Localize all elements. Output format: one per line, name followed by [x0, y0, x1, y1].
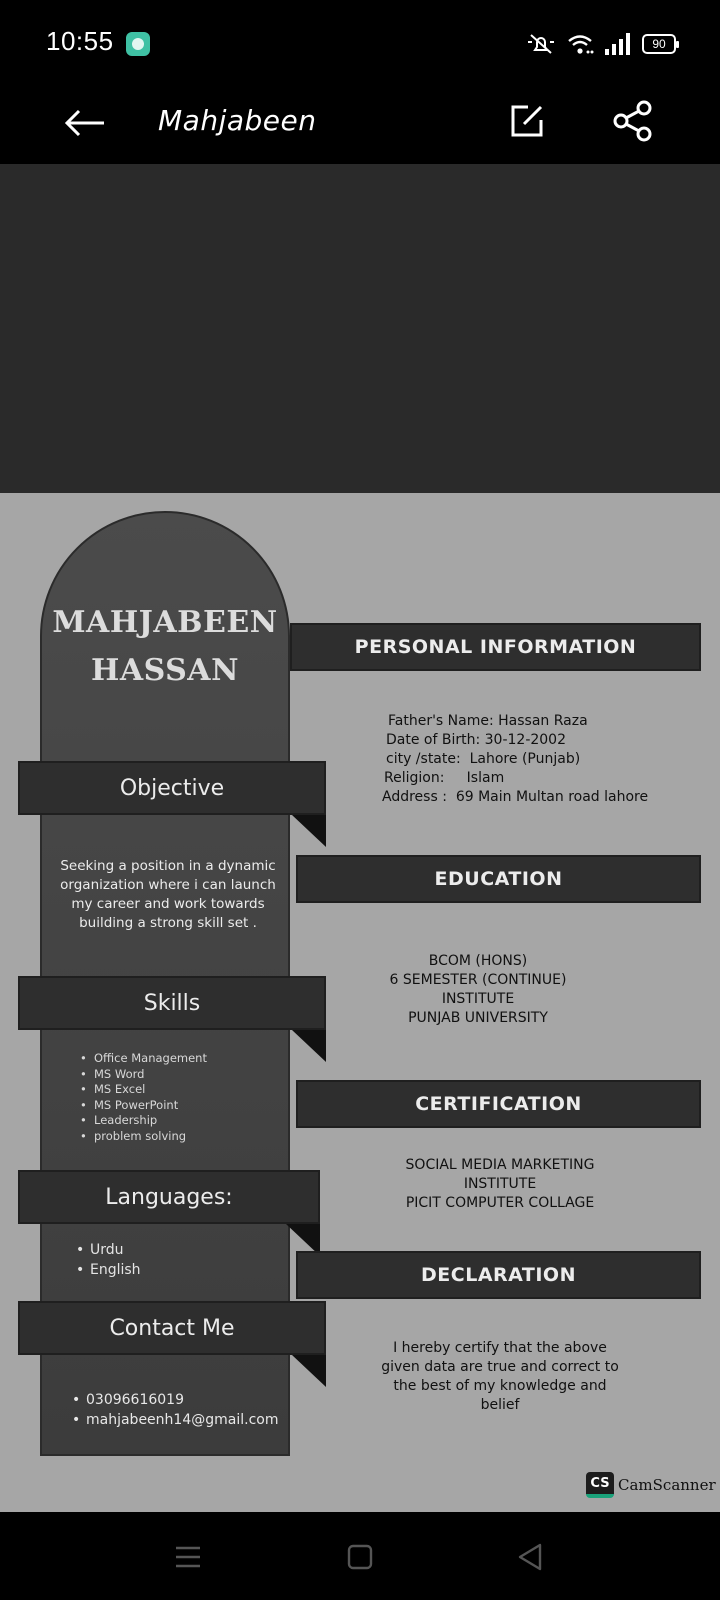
list-item: • problem solving [80, 1129, 207, 1145]
skills-band-tail [292, 1030, 326, 1062]
camscanner-logo: CS [586, 1472, 614, 1498]
education-heading: EDUCATION [296, 855, 701, 903]
status-bar [0, 0, 720, 86]
back-nav-button[interactable] [505, 1532, 555, 1582]
document-viewer[interactable] [0, 164, 720, 1512]
contact-heading: Contact Me [18, 1301, 326, 1355]
app-title: Mahjabeen [158, 104, 317, 137]
certification-heading: CERTIFICATION [296, 1080, 701, 1128]
objective-text: Seeking a position in a dynamic organization where i can launch my career and work towards building a strong skill set . [60, 858, 276, 931]
personal-information-text: Father's Name: Hassan Raza Date of Birth: 30-12-2002 city /state: Lahore (Punjab) Religion: Islam Address : 69 Main Multan road lahore [382, 713, 649, 805]
camscanner-watermark [586, 1472, 716, 1498]
list-item: • MS PowerPoint [80, 1098, 207, 1114]
arrow-left-icon [64, 109, 106, 137]
back-triangle-icon [517, 1543, 543, 1571]
education-text: BCOM (HONS) 6 SEMESTER (CONTINUE) INSTITUTE PUNJAB UNIVERSITY [389, 953, 567, 1026]
document-page[interactable] [0, 493, 720, 1512]
list-item: • MS Word [80, 1067, 207, 1083]
resume-name-last: HASSAN [91, 653, 239, 688]
declaration-heading: DECLARATION [296, 1251, 701, 1299]
app-bar [0, 86, 720, 164]
objective-heading: Objective [18, 761, 326, 815]
contact-list [72, 1390, 278, 1430]
list-item: • MS Excel [80, 1082, 207, 1098]
navigation-bar [0, 1512, 720, 1600]
status-time: 10:55 [46, 26, 114, 56]
objective-band-tail [292, 815, 326, 847]
skills-list [80, 1051, 207, 1144]
list-item: • Office Management [80, 1051, 207, 1067]
home-button[interactable] [335, 1532, 385, 1582]
skills-heading: Skills [18, 976, 326, 1030]
recent-apps-button[interactable] [163, 1532, 213, 1582]
edit-button[interactable] [502, 96, 552, 146]
signal-icon [604, 32, 632, 56]
resume-name-first: MAHJABEEN [52, 605, 278, 640]
list-item: • Urdu [76, 1240, 141, 1260]
list-item: • Leadership [80, 1113, 207, 1129]
edit-icon [510, 104, 544, 138]
personal-information-heading: PERSONAL INFORMATION [290, 623, 701, 671]
status-icons [526, 30, 676, 58]
contact-phone: • 03096616019 [72, 1390, 278, 1410]
camscanner-text: CamScanner [618, 1476, 716, 1494]
languages-list [76, 1240, 141, 1280]
declaration-text: I hereby certify that the above given data are true and correct to the best of my knowledge and belief [381, 1340, 619, 1413]
contact-band-tail [292, 1355, 326, 1387]
app-badge-icon [126, 32, 150, 56]
certification-text: SOCIAL MEDIA MARKETING INSTITUTE PICIT COMPUTER COLLAGE [405, 1157, 595, 1211]
menu-icon [175, 1545, 201, 1569]
languages-heading: Languages: [18, 1170, 320, 1224]
share-button[interactable] [608, 96, 658, 146]
back-button[interactable] [60, 98, 110, 148]
battery-icon: 90 [642, 34, 676, 54]
bell-muted-icon [526, 32, 556, 56]
share-icon [612, 100, 654, 142]
wifi-icon [566, 32, 594, 56]
contact-email: • mahjabeenh14@gmail.com [72, 1410, 278, 1430]
home-square-icon [347, 1544, 373, 1570]
list-item: • English [76, 1260, 141, 1280]
